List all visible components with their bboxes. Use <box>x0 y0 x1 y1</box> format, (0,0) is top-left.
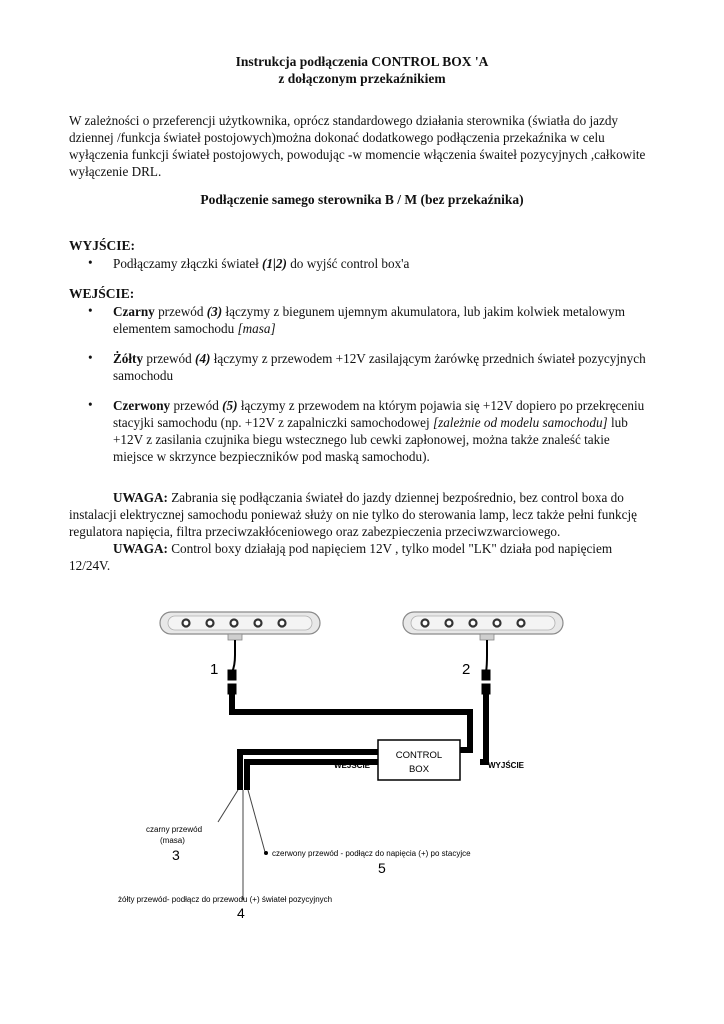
drl-lamp-right <box>403 612 563 640</box>
control-box-label: BOX <box>408 764 430 775</box>
red-wire-text: miejsce w skrzynce bezpieczników pod maską samochodu). <box>113 449 430 464</box>
warning-text: instalacji elektrycznej samochodu ponieważ służy on nie tylko do sterowania lamp, lecz także pełni funkcję <box>69 507 637 522</box>
control-box-label: CONTROL <box>395 750 443 761</box>
outputs-item-ref: (1|2) <box>262 256 287 271</box>
document-title-line1: Instrukcja podłączenia CONTROL BOX 'A <box>235 54 489 69</box>
yellow-wire-label: żółty przewód- podłącz do przewodu (+) świateł pozycyjnych <box>118 895 333 904</box>
black-wire-label: (masa) <box>160 836 185 845</box>
intro-line: W zależności o przeferencji użytkownika, oprócz standardowego działania sterownika (światła do jazdy <box>69 113 619 128</box>
inputs-heading: WEJŚCIE: <box>69 286 135 301</box>
yellow-wire-mid: przewód <box>143 351 196 366</box>
warning-text: regulatora napięcia, filtra przeciwzakłóceniowego oraz zabezpieczenia przeciwzwarciowego. <box>69 524 561 539</box>
red-wire-text: łączymy z przewodem na którym pojawia się +12V dopiero po przekręceniu <box>237 398 645 413</box>
lamp-number: 1 <box>210 661 219 678</box>
red-wire-text: lub <box>607 415 628 430</box>
bullet: • <box>88 350 93 365</box>
intro-paragraph <box>69 112 659 180</box>
intro-line: dziennej /funkcja świateł postojowych)można dokonać dodatkowego podłączenia przekaźnika w celu <box>69 130 605 145</box>
intro-line: wyłączenie DRL. <box>69 164 162 179</box>
bullet: • <box>88 255 93 270</box>
warning-note-1 <box>69 489 659 574</box>
warning-text: Zabrania się podłączania świateł do jazdy dziennej bezpośrednio, bez control boxa do <box>167 490 624 505</box>
lamp-connectors <box>228 640 490 694</box>
red-wire-number: 5 <box>378 860 386 876</box>
black-wire-number: 3 <box>172 847 180 863</box>
black-wire-mass: [masa] <box>237 321 276 336</box>
black-wire-label: czarny przewód <box>146 825 203 834</box>
yellow-wire-name: Żółty <box>113 351 144 366</box>
red-wire-text: +12V z zasilania czujnika biegu wstecznego lub cewki zapłonowej, można także znaleść takie <box>113 432 610 447</box>
yellow-wire-text: samochodu <box>113 368 174 383</box>
red-wire-name: Czerwony <box>113 398 171 413</box>
black-wire-text: łączymy z biegunem ujemnym akumulatora, lub jakim kolwiek metalowym <box>222 304 626 319</box>
input-label: WEJŚCIE <box>334 761 371 770</box>
section-subheading: Podłączenie samego sterownika B / M (bez przekaźnika) <box>200 192 524 207</box>
document-title-line2: z dołączonym przekaźnikiem <box>278 71 446 86</box>
bullet: • <box>88 397 93 412</box>
red-wire-ref: (5) <box>222 398 238 413</box>
black-wire-name: Czarny <box>113 304 155 319</box>
input-yellow-wire <box>113 350 673 384</box>
yellow-wire-ref: (4) <box>195 351 211 366</box>
drl-lamp-left <box>160 612 320 640</box>
wiring-diagram <box>0 590 724 1010</box>
warning-text: Control boxy działają pod napięciem 12V , tylko model "LK" działa pod napięciem <box>167 541 613 556</box>
lead-wires <box>218 790 265 900</box>
output-label: WYJŚCIE <box>488 761 525 770</box>
black-wire-mid: przewód <box>154 304 207 319</box>
red-wire-note: [zależnie od modelu samochodu] <box>432 415 608 430</box>
yellow-wire-text: łączymy z przewodem +12V zasilającym żarówkę przednich świateł pozycyjnych <box>210 351 646 366</box>
red-wire-text: stacyjki samochodu (np. +12V z zapalniczki samochodowej <box>113 415 433 430</box>
warning-label: UWAGA: <box>113 490 168 505</box>
outputs-item-pre: Podłączamy złączki świateł <box>113 256 263 271</box>
warning-text: 12/24V. <box>69 558 111 573</box>
black-wire-text: elementem samochodu <box>113 321 238 336</box>
outputs-item <box>113 255 673 272</box>
warning-label: UWAGA: <box>113 541 168 556</box>
input-black-wire <box>113 303 673 337</box>
input-red-wire <box>113 397 673 465</box>
outputs-heading: WYJŚCIE: <box>69 238 136 253</box>
lamp-number: 2 <box>462 661 471 678</box>
red-wire-mid: przewód <box>170 398 223 413</box>
red-wire-label: czerwony przewód - podłącz do napięcia (+) po stacyjce <box>272 849 471 858</box>
outputs-item-post: do wyjść control box'a <box>286 256 410 271</box>
yellow-wire-number: 4 <box>237 905 245 921</box>
red-wire-terminal <box>264 851 268 855</box>
intro-line: wyłączenia funkcji świateł postojowych, powodując -w momencie włączenia śwaiteł pozycyjnych ,całkowite <box>69 147 646 162</box>
control-box <box>378 740 460 780</box>
black-wire-ref: (3) <box>206 304 223 319</box>
bullet: • <box>88 303 93 318</box>
